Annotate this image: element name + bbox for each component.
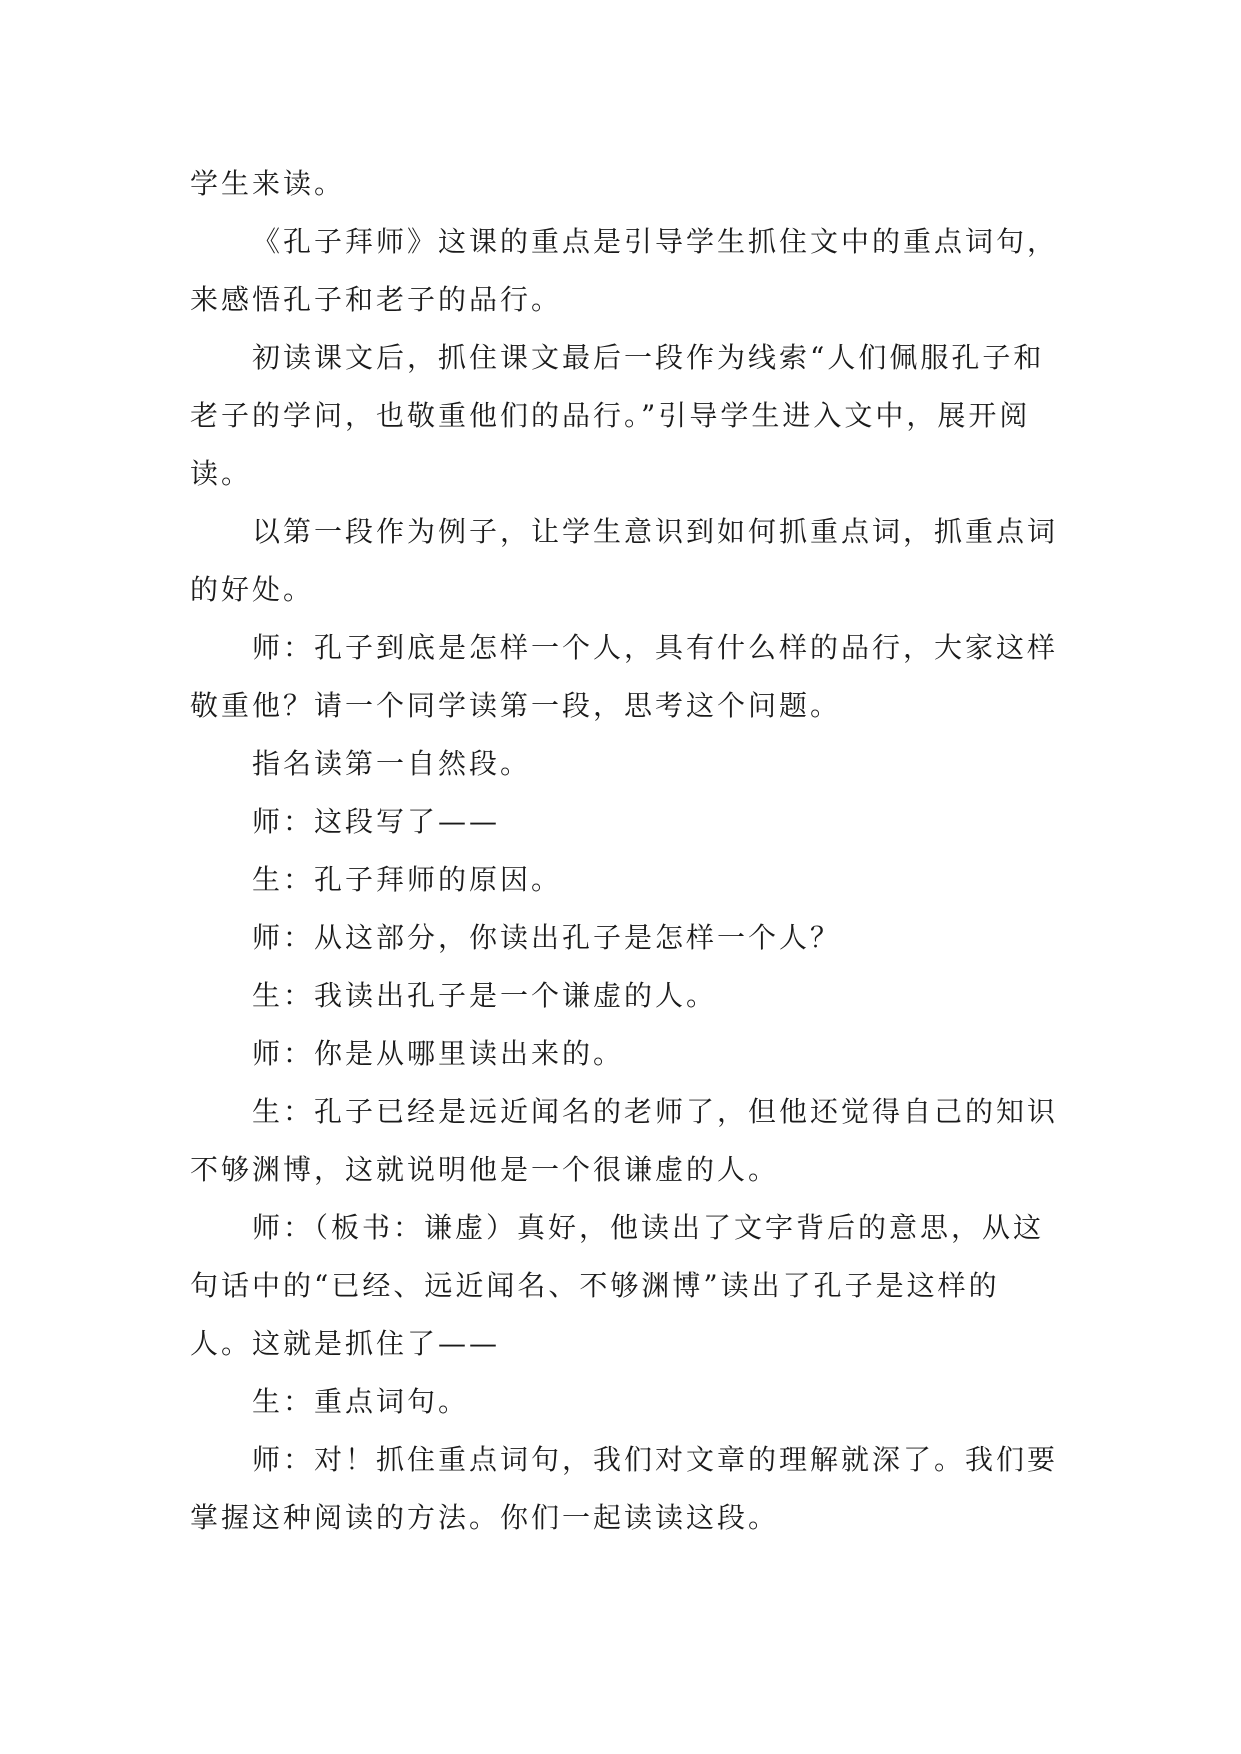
paragraph: 生：我读出孔子是一个谦虚的人。 xyxy=(252,979,718,1012)
paragraph: 师：从这部分，你读出孔子是怎样一个人？ xyxy=(252,921,842,954)
paragraph: 《孔子拜师》这课的重点是引导学生抓住文中的重点词句，来感悟孔子和老子的品行。 xyxy=(190,225,1059,316)
paragraph: 师：（板书：谦虚）真好，他读出了文字背后的意思，从这句话中的“已经、远近闻名、不够渊博”读出了孔子是这样的人。这就是抓住了—— xyxy=(190,1211,1045,1360)
paragraph: 师：对！抓住重点词句，我们对文章的理解就深了。我们要掌握这种阅读的方法。你们一起读读这段。 xyxy=(190,1443,1059,1534)
paragraph: 师：你是从哪里读出来的。 xyxy=(252,1037,625,1070)
document-body xyxy=(190,155,1060,1547)
paragraph: 师：孔子到底是怎样一个人，具有什么样的品行，大家这样敬重他？请一个同学读第一段，思考这个问题。 xyxy=(190,631,1059,722)
paragraph: 生：孔子拜师的原因。 xyxy=(252,863,563,896)
paragraph: 初读课文后，抓住课文最后一段作为线索“人们佩服孔子和老子的学问，也敬重他们的品行。”引导学生进入文中，展开阅读。 xyxy=(190,341,1045,490)
paragraph: 学生来读。 xyxy=(190,167,346,200)
paragraph: 以第一段作为例子，让学生意识到如何抓重点词，抓重点词的好处。 xyxy=(190,515,1059,606)
paragraph: 师：这段写了—— xyxy=(252,805,501,838)
paragraph: 生：孔子已经是远近闻名的老师了，但他还觉得自己的知识不够渊博，这就说明他是一个很谦虚的人。 xyxy=(190,1095,1059,1186)
paragraph: 生：重点词句。 xyxy=(252,1385,470,1418)
paragraph: 指名读第一自然段。 xyxy=(252,747,532,780)
